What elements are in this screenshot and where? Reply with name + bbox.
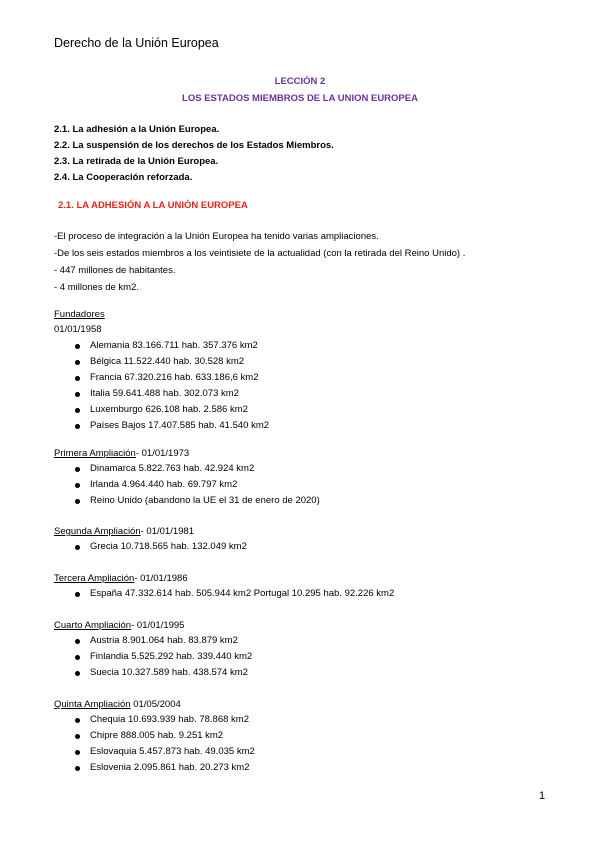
bullet-icon (75, 750, 80, 755)
group-title: Fundadores (54, 309, 105, 320)
group-quinta-ampliacion (54, 697, 255, 776)
toc-text: La retirada de la Unión Europea. (72, 156, 219, 167)
country-entry: Irlanda 4.964.440 hab. 69.797 km2 (90, 479, 238, 490)
list-item (54, 338, 269, 354)
group-title: Tercera Ampliación (54, 573, 135, 584)
bullet-icon (75, 483, 80, 488)
country-list (54, 461, 320, 509)
bullet-icon (75, 639, 80, 644)
toc-number: 2.4. (54, 172, 70, 183)
group-tercera-ampliacion (54, 571, 394, 602)
intro-line: -El proceso de integración a la Unión Europea ha tenido varias ampliaciones. (54, 231, 379, 242)
group-date: 01/01/1958 (54, 324, 102, 335)
list-item (54, 493, 320, 509)
list-item (54, 712, 255, 728)
toc-item (54, 170, 334, 186)
country-entry: Chequia 10.693.939 hab. 78.868 km2 (90, 714, 249, 725)
intro-line: - 4 millones de km2. (54, 282, 140, 293)
bullet-icon (75, 392, 80, 397)
country-entry: Eslovenia 2.095.861 hab. 20.273 km2 (90, 762, 250, 773)
list-item (54, 539, 247, 555)
country-list (54, 586, 394, 602)
page-header: Derecho de la Unión Europea (54, 36, 219, 50)
list-item (54, 665, 252, 681)
intro-paragraph (54, 228, 465, 296)
toc-item (54, 122, 334, 138)
list-item (54, 760, 255, 776)
list-item (54, 649, 252, 665)
list-item (54, 728, 255, 744)
bullet-icon (75, 766, 80, 771)
list-item (54, 744, 255, 760)
section-heading: 2.1. LA ADHESIÓN A LA UNIÓN EUROPEA (58, 200, 248, 211)
bullet-icon (75, 545, 80, 550)
bullet-icon (75, 499, 80, 504)
country-entry: Dinamarca 5.822.763 hab. 42.924 km2 (90, 463, 255, 474)
table-of-contents (54, 122, 334, 186)
list-item (54, 586, 394, 602)
bullet-icon (75, 344, 80, 349)
group-heading (54, 618, 252, 633)
lesson-title: LOS ESTADOS MIEMBROS DE LA UNION EUROPEA (182, 93, 418, 104)
bullet-icon (75, 734, 80, 739)
group-heading (54, 446, 320, 461)
country-entry: Finlandia 5.525.292 hab. 339.440 km2 (90, 651, 253, 662)
page-number: 1 (539, 790, 546, 802)
list-item (54, 418, 269, 434)
bullet-icon (75, 655, 80, 660)
list-item (54, 461, 320, 477)
toc-text: La adhesión a la Unión Europea. (72, 124, 220, 135)
country-entry: Suecia 10.327.589 hab. 438.574 km2 (90, 667, 248, 678)
group-date: - 01/01/1995 (131, 620, 185, 631)
country-list (54, 539, 247, 555)
bullet-icon (75, 718, 80, 723)
group-heading (54, 524, 247, 539)
country-entry: Países Bajos 17.407.585 hab. 41.540 km2 (90, 420, 270, 431)
country-entry: Grecia 10.718.565 hab. 132.049 km2 (90, 541, 247, 552)
bullet-icon (75, 360, 80, 365)
country-entry: España 47.332.614 hab. 505.944 km2 Portugal 10.295 hab. 92.226 km2 (90, 588, 395, 599)
bullet-icon (75, 424, 80, 429)
group-heading (54, 571, 394, 586)
country-list (54, 338, 269, 434)
bullet-icon (75, 671, 80, 676)
country-entry: Francia 67.320.216 hab. 633.186,6 km2 (90, 372, 259, 383)
lesson-number: LECCIÓN 2 (274, 76, 326, 87)
toc-item (54, 138, 334, 154)
group-primera-ampliacion (54, 446, 320, 509)
bullet-icon (75, 592, 80, 597)
bullet-icon (75, 408, 80, 413)
group-title: Segunda Ampliación (54, 526, 141, 537)
bullet-icon (75, 467, 80, 472)
group-date: - 01/01/1981 (140, 526, 194, 537)
group-date: - 01/01/1973 (135, 448, 190, 459)
country-list (54, 712, 255, 776)
toc-number: 2.3. (54, 156, 70, 167)
list-item (54, 402, 269, 418)
country-list (54, 633, 252, 681)
group-fundadores (54, 307, 269, 434)
country-entry: Bélgica 11.522.440 hab. 30.528 km2 (90, 356, 245, 367)
group-segunda-ampliacion (54, 524, 247, 555)
country-entry: Austria 8.901.064 hab. 83.879 km2 (90, 635, 238, 646)
group-title: Cuarto Ampliación (54, 620, 132, 631)
group-cuarta-ampliacion (54, 618, 252, 681)
country-entry: Reino Unido (abandono la UE el 31 de enero de 2020) (90, 495, 320, 506)
group-date: - 01/01/1986 (134, 573, 188, 584)
toc-number: 2.2. (54, 140, 70, 151)
list-item (54, 354, 269, 370)
list-item (54, 477, 320, 493)
group-date: 01/05/2004 (130, 699, 181, 710)
bullet-icon (75, 376, 80, 381)
toc-text: La Cooperación reforzada. (72, 172, 193, 183)
toc-text: La suspensión de los derechos de los Estados Miembros. (72, 140, 334, 151)
country-entry: Alemania 83.166.711 hab. 357.376 km2 (90, 340, 258, 351)
intro-line: - 447 millones de habitantes. (54, 265, 176, 276)
list-item (54, 633, 252, 649)
list-item (54, 370, 269, 386)
group-title: Primera Ampliación (54, 448, 136, 459)
country-entry: Eslovaquia 5.457.873 hab. 49.035 km2 (90, 746, 255, 757)
intro-line: -De los seis estados miembros a los veintisiete de la actualidad (con la retirada del Reino Unido) . (54, 248, 466, 259)
group-heading (54, 307, 269, 322)
country-entry: Chipre 888.005 hab. 9.251 km2 (90, 730, 224, 741)
country-entry: Luxemburgo 626.108 hab. 2.586 km2 (90, 404, 248, 415)
toc-number: 2.1. (54, 124, 70, 135)
group-heading (54, 697, 255, 712)
country-entry: Italia 59.641.488 hab. 302.073 km2 (90, 388, 239, 399)
list-item (54, 386, 269, 402)
group-title: Quinta Ampliación (54, 699, 131, 710)
toc-item (54, 154, 334, 170)
